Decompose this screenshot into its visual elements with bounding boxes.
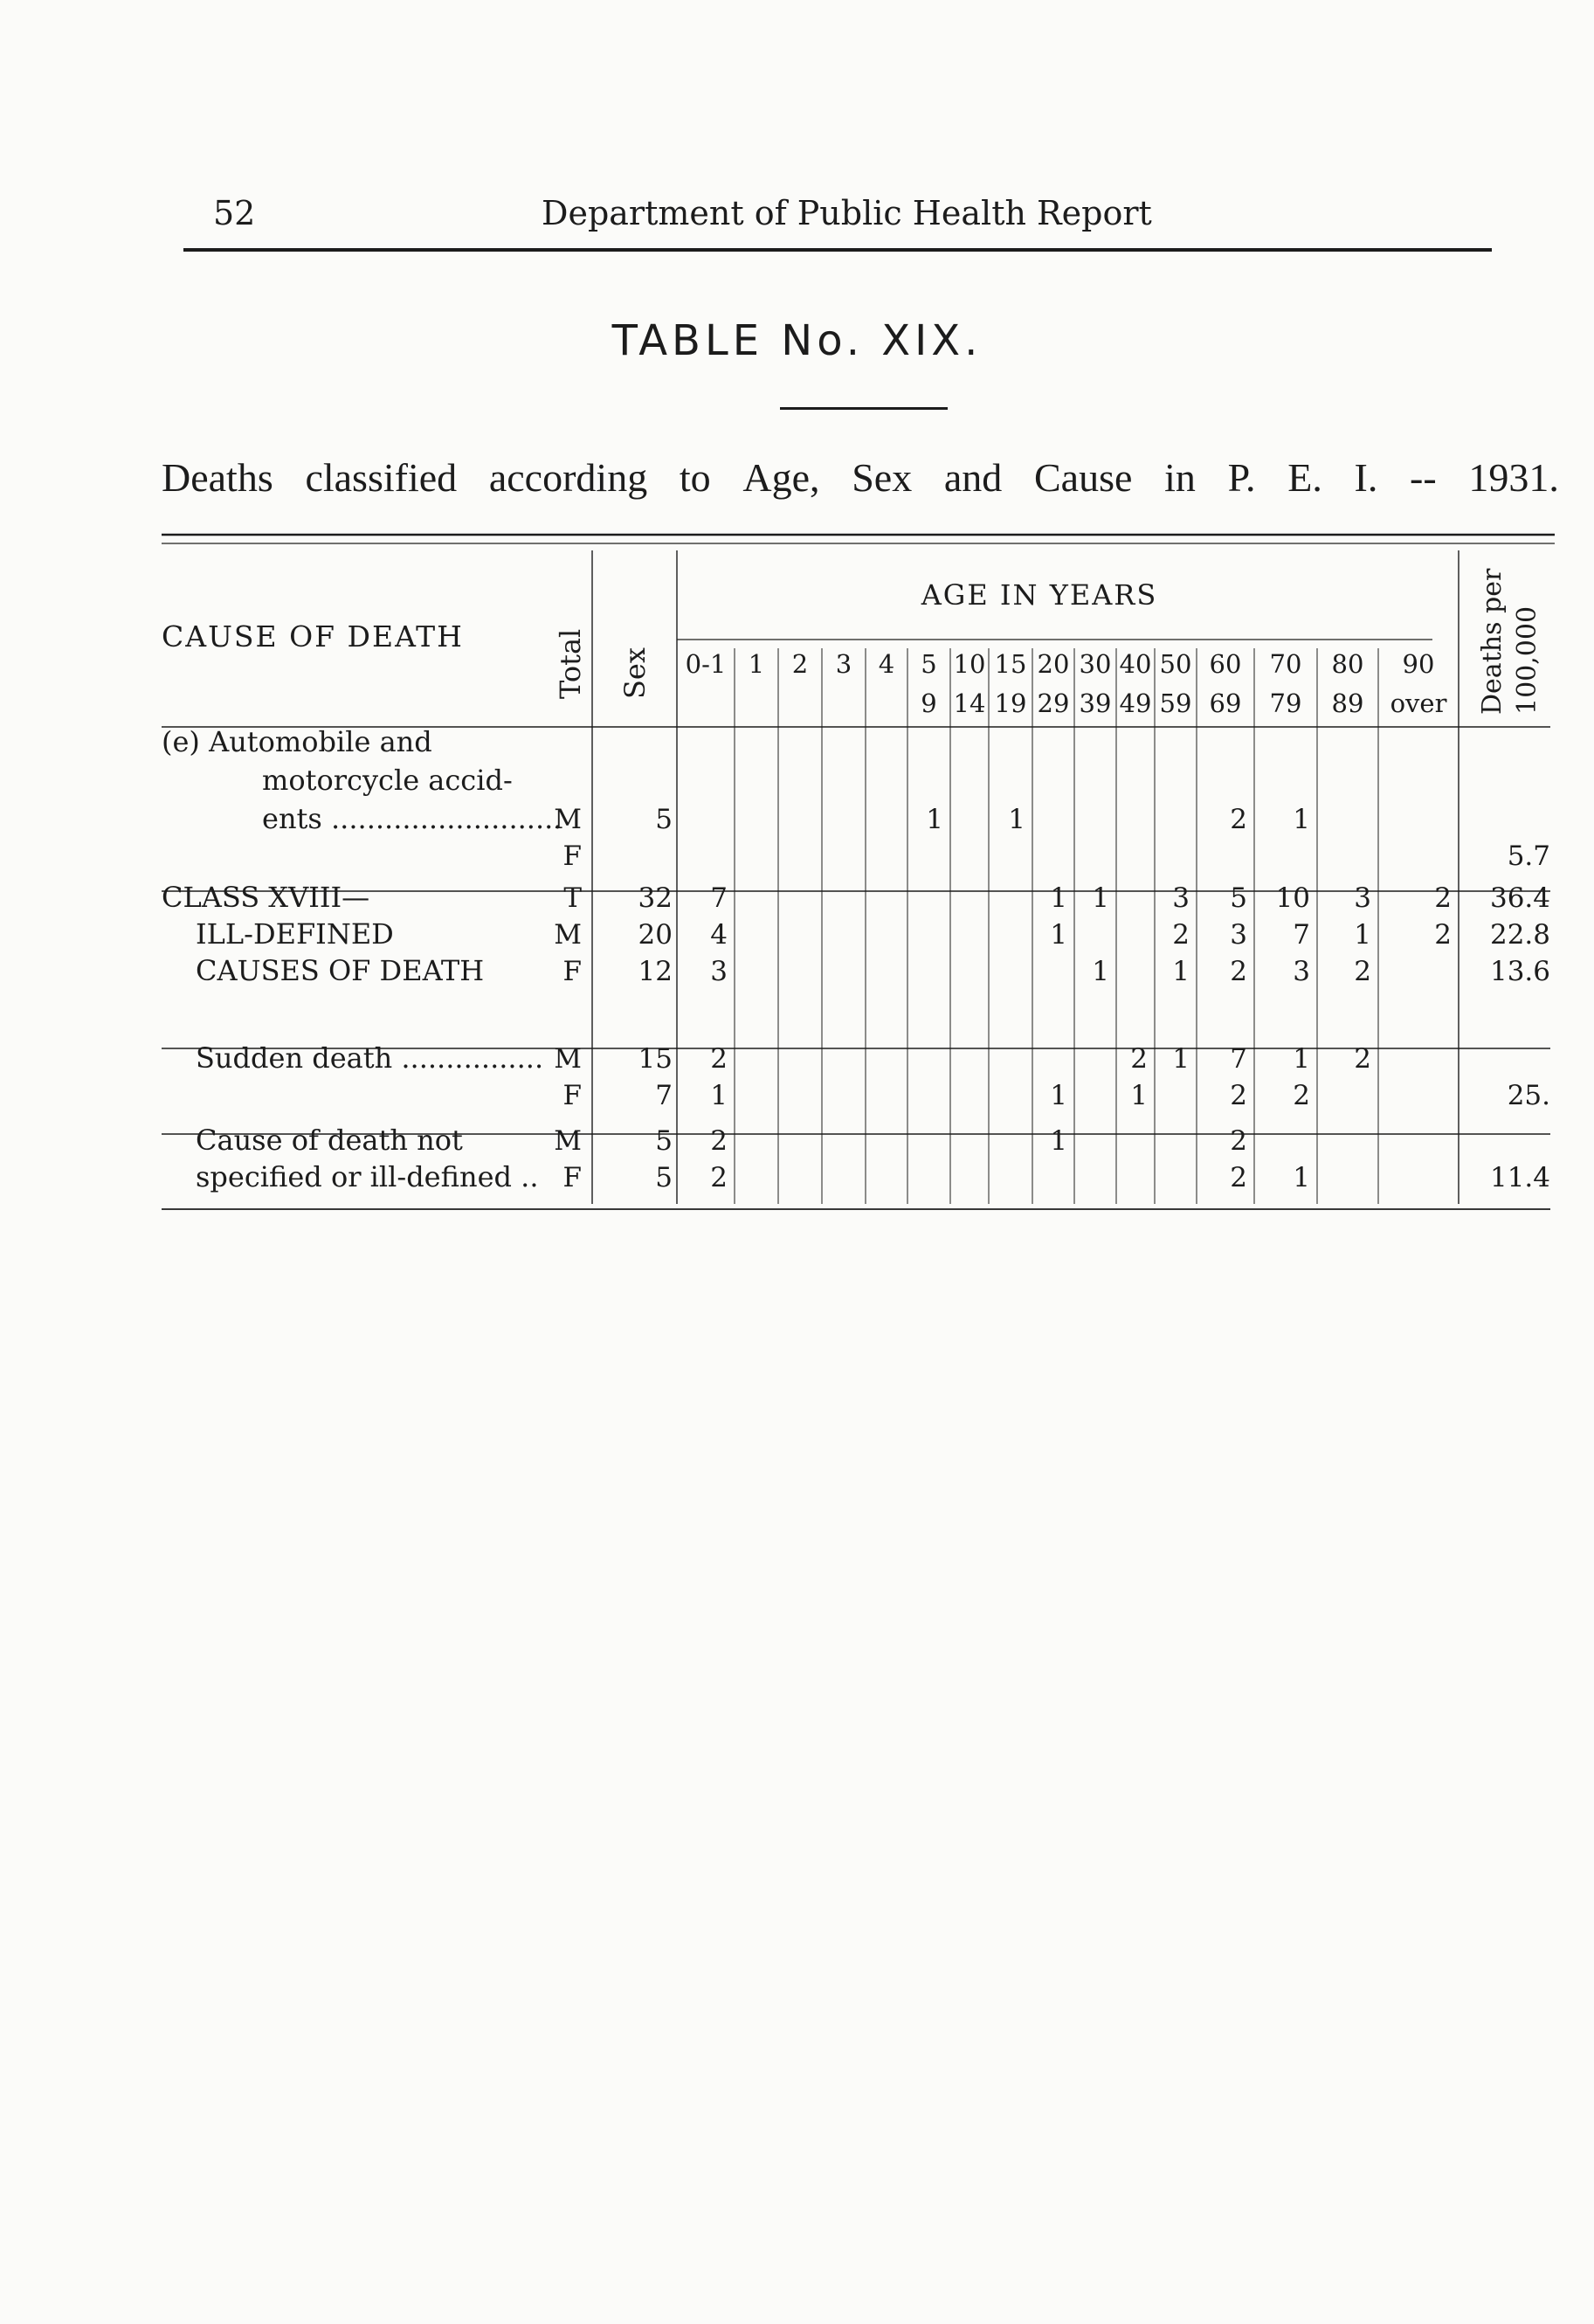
age-column-label: 9 — [921, 688, 937, 718]
age-value: 7 — [1230, 1043, 1247, 1075]
age-value: 7 — [1293, 919, 1310, 951]
age-column-label: 80 — [1331, 649, 1364, 679]
age-column-label: 30 — [1079, 649, 1112, 679]
age-column-label: 70 — [1269, 649, 1302, 679]
age-column-label: 0-1 — [685, 649, 727, 679]
total-value: 5 — [655, 1162, 673, 1193]
age-value: 2 — [1130, 1043, 1148, 1075]
total-value: 5 — [655, 1125, 673, 1157]
age-value: 2 — [1230, 1125, 1247, 1157]
total-value: 15 — [638, 1043, 673, 1075]
caption-word: Cause — [1033, 455, 1133, 500]
rate-value: 25. — [1507, 1080, 1550, 1111]
age-value: 1 — [1050, 1125, 1067, 1157]
age-value: 2 — [1172, 919, 1190, 951]
caption-word: to — [679, 455, 711, 500]
cause-label: CAUSES OF DEATH — [196, 954, 485, 987]
age-column-label: 14 — [953, 688, 986, 718]
age-column-label: 40 — [1119, 649, 1152, 679]
age-value: 2 — [1230, 804, 1247, 835]
caption-word: classified — [305, 455, 458, 500]
sex-value: M — [554, 1125, 582, 1157]
age-value: 1 — [1293, 1162, 1310, 1193]
age-value: 2 — [710, 1043, 728, 1075]
age-value: 4 — [710, 919, 728, 951]
age-column-label: 29 — [1037, 688, 1070, 718]
caption-word: Sex — [852, 455, 913, 500]
age-column-label: 89 — [1331, 688, 1364, 718]
cause-label: specified or ill-defined .. — [196, 1160, 539, 1193]
cause-label: ILL-DEFINED — [196, 917, 394, 951]
table-title: TABLE No. XIX. — [611, 316, 983, 365]
age-value: 7 — [710, 882, 728, 914]
age-value: 2 — [1434, 919, 1452, 951]
age-column-label: 79 — [1269, 688, 1302, 718]
age-value: 1 — [1172, 956, 1190, 987]
caption-word: E. — [1287, 455, 1322, 500]
total-header: Total — [554, 628, 587, 699]
page-number: 52 — [213, 194, 256, 232]
cause-label: Cause of death not — [196, 1124, 463, 1157]
caption-word: and — [943, 455, 1003, 500]
age-value: 2 — [1230, 956, 1247, 987]
rate-value: 36.4 — [1489, 882, 1550, 914]
sex-value: F — [562, 1080, 582, 1111]
age-value: 1 — [1354, 919, 1371, 951]
age-column-label: 90 — [1402, 649, 1435, 679]
age-value: 3 — [1230, 919, 1247, 951]
cause-header: CAUSE OF DEATH — [162, 619, 464, 654]
age-value: 1 — [1050, 882, 1067, 914]
age-value: 1 — [1130, 1080, 1148, 1111]
age-value: 2 — [1293, 1080, 1310, 1111]
age-value: 1 — [1050, 1080, 1067, 1111]
age-column-label: 49 — [1119, 688, 1152, 718]
cause-label: (e) Automobile and — [162, 725, 432, 758]
sex-header: Sex — [618, 647, 652, 699]
rate-value: 22.8 — [1489, 919, 1550, 951]
age-column-label: 1 — [748, 649, 765, 679]
caption-word: I. — [1354, 455, 1378, 500]
total-value: 7 — [655, 1080, 673, 1111]
total-value: 5 — [655, 804, 673, 835]
caption-word: P. — [1227, 455, 1256, 500]
total-value: 20 — [638, 919, 673, 951]
age-column-label: 39 — [1079, 688, 1112, 718]
age-column-label: 5 — [921, 649, 937, 679]
age-value: 1 — [1092, 882, 1109, 914]
caption-word: -- — [1410, 455, 1437, 500]
age-value: 1 — [1008, 804, 1025, 835]
age-column-label: 20 — [1037, 649, 1070, 679]
age-value: 1 — [1172, 1043, 1190, 1075]
total-value: 32 — [638, 882, 673, 914]
age-value: 5 — [1230, 882, 1247, 914]
rate-value: 13.6 — [1489, 956, 1550, 987]
age-value: 3 — [1293, 956, 1310, 987]
caption-word: according — [488, 455, 648, 500]
age-value: 3 — [1354, 882, 1371, 914]
caption-word: Deaths — [162, 455, 273, 500]
age-value: 2 — [1230, 1080, 1247, 1111]
age-column-label: 50 — [1159, 649, 1192, 679]
age-group-header: AGE IN YEARS — [921, 578, 1158, 612]
cause-label: ents .......................... — [262, 802, 562, 835]
cause-label: CLASS XVIII— — [162, 881, 370, 914]
age-value: 1 — [710, 1080, 728, 1111]
age-column-label: 2 — [791, 649, 809, 679]
sex-value: M — [554, 919, 582, 951]
age-column-label: 15 — [994, 649, 1027, 679]
age-column-label: 69 — [1209, 688, 1242, 718]
caption-word: in — [1164, 455, 1196, 500]
age-column-label: 4 — [878, 649, 895, 679]
running-title: Department of Public Health Report — [542, 194, 1152, 232]
rate-value: 11.4 — [1489, 1162, 1550, 1193]
age-value: 3 — [1172, 882, 1190, 914]
sex-value: M — [554, 804, 582, 835]
rate-header-line1: Deaths per — [1477, 568, 1508, 715]
age-value: 2 — [1354, 1043, 1371, 1075]
sex-value: F — [562, 956, 582, 987]
caption-word: 1931. — [1468, 455, 1559, 500]
cause-label: motorcycle accid- — [262, 764, 513, 797]
age-column-label: 19 — [994, 688, 1027, 718]
age-value: 2 — [1434, 882, 1452, 914]
sex-value: T — [563, 882, 582, 914]
sex-value: F — [562, 840, 582, 872]
age-value: 2 — [1230, 1162, 1247, 1193]
age-column-label: 10 — [953, 649, 986, 679]
age-column-label: 60 — [1209, 649, 1242, 679]
cause-label: Sudden death ................ — [196, 1041, 544, 1075]
age-column-label: 3 — [835, 649, 852, 679]
age-value: 2 — [710, 1162, 728, 1193]
rate-value: 5.7 — [1507, 840, 1550, 872]
age-value: 1 — [926, 804, 943, 835]
age-column-label: over — [1390, 688, 1447, 718]
age-value: 1 — [1293, 804, 1310, 835]
age-value: 1 — [1092, 956, 1109, 987]
sex-value: F — [562, 1162, 582, 1193]
rate-header-line2: 100,000 — [1512, 605, 1542, 715]
age-value: 10 — [1275, 882, 1310, 914]
age-value: 2 — [1354, 956, 1371, 987]
sex-value: M — [554, 1043, 582, 1075]
caption-word: Age, — [742, 455, 820, 500]
age-value: 1 — [1293, 1043, 1310, 1075]
age-value: 1 — [1050, 919, 1067, 951]
age-column-label: 59 — [1159, 688, 1192, 718]
age-value: 3 — [710, 956, 728, 987]
age-value: 2 — [710, 1125, 728, 1157]
total-value: 12 — [638, 956, 673, 987]
